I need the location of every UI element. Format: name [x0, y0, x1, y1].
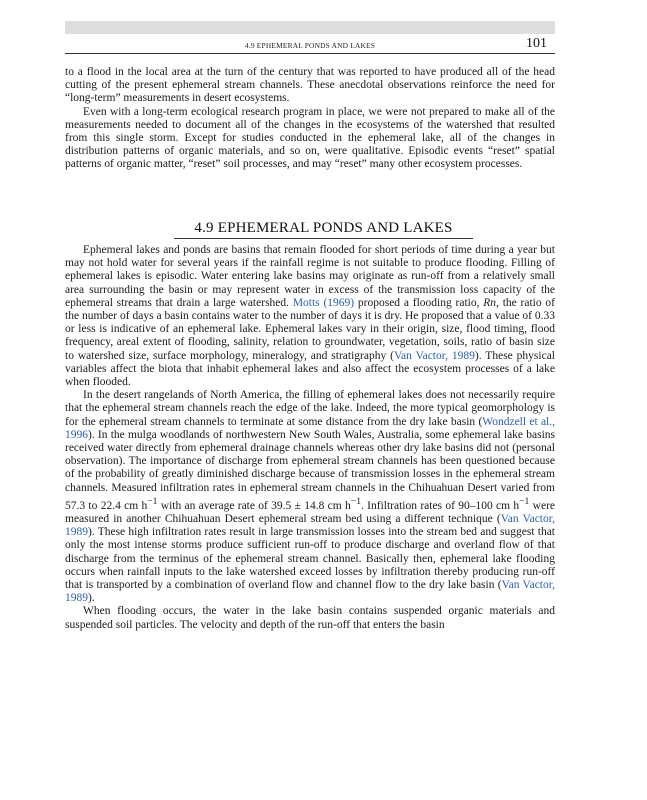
citation-link[interactable]: Van Vactor, 1989 [65, 512, 555, 539]
section-heading: 4.9 EPHEMERAL PONDS AND LAKES [194, 220, 453, 236]
paragraph: Even with a long-term ecological research program in place, we were not prepared to make all of the measurements needed to document all of the changes in the ecosystems of the watershed that resulted from this single storm. Except for studies conducted in the ephemeral lake, all of the changes in distribution patterns of organic materials, and so on, were qualitative. Episodic events “reset” spatial patterns of organic matter, “reset” soil processes, and may “reset” many other ecosystem processes. [65, 105, 555, 171]
page-header [65, 38, 555, 52]
math-variable: Rn [483, 296, 497, 309]
superscript: −1 [147, 495, 158, 507]
page-number: 101 [526, 36, 547, 51]
citation-link[interactable]: Wondzell et al., 1996 [65, 415, 556, 441]
paragraph: to a flood in the local area at the turn of the century that was reported to have produced all of the head cutting of the present ephemeral stream channels. These anecdotal observations reinforce the need for “long-term” measurements in desert ecosystems. [65, 66, 555, 105]
citation-link[interactable]: Motts (1969) [292, 296, 355, 309]
citation-link[interactable]: Van Vactor, 1989 [393, 349, 475, 362]
intro-text [65, 66, 555, 172]
citation-link[interactable]: Van Vactor, 1989 [65, 578, 555, 605]
top-gray-bar [65, 21, 555, 34]
section-heading-rule [174, 238, 473, 239]
running-head: 4.9 EPHEMERAL PONDS AND LAKES [244, 41, 376, 50]
header-rule [65, 53, 555, 54]
superscript: −1 [519, 495, 530, 507]
superscript: −1 [350, 495, 361, 507]
section-body [65, 244, 555, 632]
paragraph: When flooding occurs, the water in the lake basin contains suspended organic materials and suspended soil particles. The velocity and depth of the run-off that enters the basin [65, 605, 555, 631]
paragraph: Ephemeral lakes and ponds are basins that remain flooded for short periods of time during a year but may not hold water for several years if the rainfall regime is not suitable to produce flooding. Filling of ephemeral lakes is episodic. Water entering lake basins may originate as run-off from a relatively small area surrounding the basin or may represent water in excess of the transmission loss capacity of the ephemeral streams that drain a large watershed. Motts (1969) proposed a flooding ratio, Rn, the ratio of the number of days a basin contains water to the number of days it is dry. He proposed that a value of 0.33 or less is indicative of an ephemeral lake. Ephemeral lakes vary in their origin, size, flood timing, flood frequency, areal extent of flooding, salinity, relation to groundwater, vegetation, soils, ratio of basin size to watershed size, surface morphology, mineralogy, and stratigraphy (Van Vactor, 1989). These physical variables affect the biota that inhabit ephemeral lakes and also affect the ecosystem processes of a lake when flooded. [65, 244, 556, 389]
paragraph: In the desert rangelands of North America, the filling of ephemeral lakes does not necessarily require that the ephemeral stream channels reach the edge of the lake. Indeed, the more typical geomorphology is for the ephemeral stream channels to terminate at some distance from the dry lake basin (Wondzell et al., 1996). In the mulga woodlands of northwestern New South Wales, Australia, some ephemeral lake basins received water directly from ephemeral drainage channels whereas other dry lake basins did not (personal observation). The importance of discharge from ephemeral stream channels has been questioned because of the probability of greatly diminished discharge because of transmission losses in the ephemeral stream channels. Measured infiltration rates in ephemeral stream channels in the Chihuahuan Desert varied from 57.3 to 22.4 cm $h^{-1}$ with an average rate of 39.5 ± 14.8 cm $h^{-1}$. Infiltration rates of 90–100 cm $h^{-1}$ were measured in another Chihuahuan Desert ephemeral stream bed using a different technique (Van Vactor, 1989). These high infiltration rates result in large transmission losses into the stream bed and suggest that only the most intense storms produce sufficient run-off to produce discharge and overland flow of that discharge from the terminus of the ephemeral stream channel. Basically then, ephemeral lake flooding occurs when rainfall inputs to the lake watershed exceed losses by infiltration thereby producing run-off that is transported by a combination of overland flow and channel flow to the dry lake basin (Van Vactor, 1989). [65, 389, 556, 605]
